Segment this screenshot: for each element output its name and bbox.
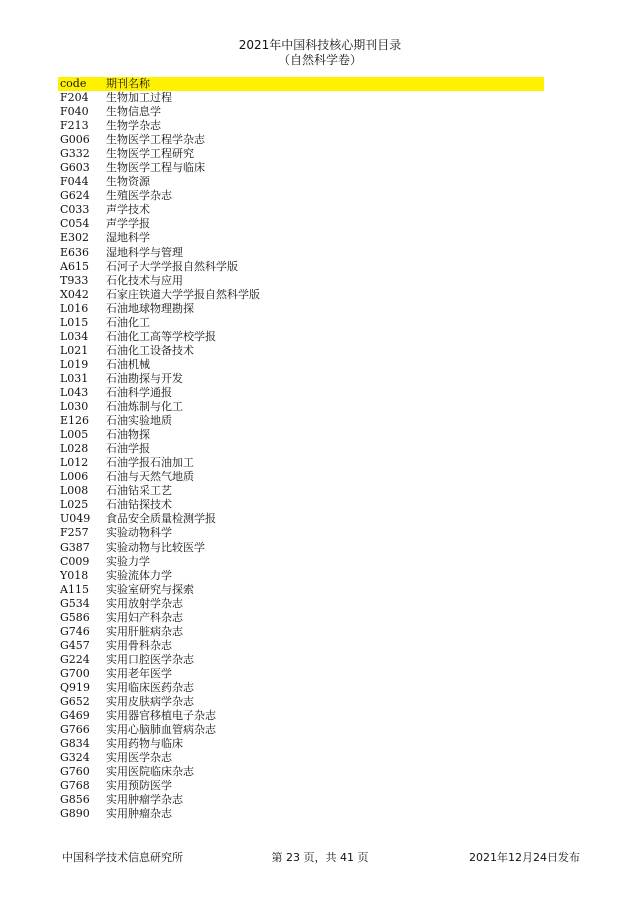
journal-name: 石油科学通报: [106, 385, 172, 399]
table-row: [58, 231, 544, 245]
journal-name: 石油化工: [106, 315, 150, 329]
journal-code: F044: [60, 175, 89, 189]
table-row: [58, 217, 544, 231]
journal-code: X042: [60, 287, 89, 301]
table-row: [58, 119, 544, 133]
table-row: [58, 91, 544, 105]
journal-name: 生物医学工程研究: [106, 147, 194, 161]
table-row: [58, 288, 544, 302]
journal-name: 实用肿瘤学杂志: [106, 793, 183, 807]
journal-name: 实用骨科杂志: [106, 638, 172, 652]
journal-code: G834: [60, 737, 90, 751]
journal-code: G457: [60, 638, 90, 652]
journal-name: 石油学报: [106, 442, 150, 456]
footer-publisher: 中国科学技术信息研究所: [62, 851, 183, 864]
table-row: [58, 358, 544, 372]
journal-code: G766: [60, 723, 90, 737]
journal-name: 实验室研究与探索: [106, 582, 194, 596]
journal-name: 实用临床医药杂志: [106, 680, 194, 694]
journal-code: G768: [60, 779, 90, 793]
journal-code: G746: [60, 624, 90, 638]
title-line-1: 2021年中国科技核心期刊目录: [238, 38, 402, 52]
table-row: [58, 653, 544, 667]
table-row: [58, 681, 544, 695]
journal-code: C054: [60, 217, 90, 231]
journal-code: F257: [60, 526, 89, 540]
journal-name: 石油炼制与化工: [106, 400, 183, 414]
journal-code: A115: [60, 582, 89, 596]
header-name: 期刊名称: [106, 77, 150, 90]
journal-code: G856: [60, 793, 90, 807]
table-row: [58, 274, 544, 288]
journal-name: 湿地科学与管理: [106, 245, 183, 259]
journal-code: L016: [60, 301, 89, 315]
table-row: [58, 203, 544, 217]
journal-code: G387: [60, 540, 90, 554]
journal-name: 实验动物与比较医学: [106, 540, 205, 554]
journal-code: G224: [60, 652, 90, 666]
journal-code: Y018: [60, 568, 89, 582]
journal-name: 石油物探: [106, 428, 150, 442]
journal-code: G652: [60, 695, 90, 709]
journal-name: 生物医学工程学杂志: [106, 133, 205, 147]
journal-code: G006: [60, 133, 90, 147]
journal-name: 石油机械: [106, 357, 150, 371]
journal-code: G469: [60, 709, 90, 723]
table-row: [58, 807, 544, 821]
journal-code: L012: [60, 456, 89, 470]
journal-name: 生物学杂志: [106, 119, 161, 133]
journal-name: 实用口腔医学杂志: [106, 652, 194, 666]
journal-code: G603: [60, 161, 90, 175]
journal-name: 实验流体力学: [106, 568, 172, 582]
table-row: [58, 751, 544, 765]
journal-code: C033: [60, 203, 90, 217]
journal-name: 生物加工过程: [106, 91, 172, 104]
table-row: [58, 456, 544, 470]
table-row: [58, 484, 544, 498]
journal-name: 石油地球物理勘探: [106, 301, 194, 315]
table-row: [58, 260, 544, 274]
journal-name: 实用妇产科杂志: [106, 610, 183, 624]
table-row: [58, 302, 544, 316]
table-row: [58, 414, 544, 428]
table-row: [58, 400, 544, 414]
table-row: [58, 372, 544, 386]
table-row: [58, 470, 544, 484]
journal-code: F213: [60, 119, 89, 133]
table-row: [58, 147, 544, 161]
table-row: [58, 133, 544, 147]
journal-code: G624: [60, 189, 90, 203]
table-row: [58, 330, 544, 344]
journal-code: G890: [60, 807, 90, 821]
journal-code: L030: [60, 400, 89, 414]
journal-code: T933: [60, 273, 89, 287]
journal-name: 石化技术与应用: [106, 273, 183, 287]
journal-code: L031: [60, 371, 89, 385]
table-row: [58, 611, 544, 625]
journal-code: L008: [60, 484, 89, 498]
table-row: [58, 161, 544, 175]
journal-name: 石油钻采工艺: [106, 484, 172, 498]
journal-code: Q919: [60, 680, 91, 694]
journal-name: 实用肝脏病杂志: [106, 624, 183, 638]
journal-name: 实验力学: [106, 554, 150, 568]
journal-name: 实用器官移植电子杂志: [106, 709, 216, 723]
journal-code: L028: [60, 442, 89, 456]
table-row: [58, 723, 544, 737]
table-row: [58, 541, 544, 555]
journal-code: F040: [60, 105, 89, 119]
journal-code: G586: [60, 610, 90, 624]
journal-code: L015: [60, 315, 89, 329]
table-row: [58, 344, 544, 358]
table-row: [58, 526, 544, 540]
journal-name: 石油与天然气地质: [106, 470, 194, 484]
journal-name: 声学学报: [106, 217, 150, 231]
journal-name: 生殖医学杂志: [106, 189, 172, 203]
table-row: [58, 569, 544, 583]
journal-code: U049: [60, 512, 91, 526]
journal-code: L021: [60, 343, 89, 357]
journal-name: 石油勘探与开发: [106, 371, 183, 385]
journal-name: 实验动物科学: [106, 526, 172, 540]
journal-code: C009: [60, 554, 90, 568]
journal-name: 实用医学杂志: [106, 751, 172, 765]
journal-name: 石油学报石油加工: [106, 456, 194, 470]
table-row: [58, 189, 544, 203]
table-row: [58, 555, 544, 569]
journal-name: 实用老年医学: [106, 666, 172, 680]
table-row: [58, 498, 544, 512]
table-row: [58, 428, 544, 442]
journal-code: G760: [60, 765, 90, 779]
journal-code: L043: [60, 385, 89, 399]
journal-name: 实用药物与临床: [106, 737, 183, 751]
document-title: [0, 38, 640, 68]
journal-name: 石油化工高等学校学报: [106, 329, 216, 343]
journal-code: G324: [60, 751, 90, 765]
journal-code: L006: [60, 470, 89, 484]
journal-name: 实用医院临床杂志: [106, 765, 194, 779]
table-row: [58, 709, 544, 723]
table-row: [58, 695, 544, 709]
table-row: [58, 737, 544, 751]
journal-name: 生物信息学: [106, 105, 161, 119]
journal-name: 石家庄铁道大学学报自然科学版: [106, 287, 260, 301]
journal-list: [58, 91, 544, 821]
journal-name: 实用肿瘤杂志: [106, 807, 172, 821]
table-row: [58, 512, 544, 526]
journal-code: A615: [60, 259, 89, 273]
table-row: [58, 667, 544, 681]
table-row: [58, 597, 544, 611]
journal-code: G332: [60, 147, 90, 161]
table-row: [58, 625, 544, 639]
journal-code: G700: [60, 666, 90, 680]
table-row: [58, 779, 544, 793]
table-row: [58, 105, 544, 119]
journal-code: L019: [60, 357, 89, 371]
table-row: [58, 175, 544, 189]
journal-code: G534: [60, 596, 90, 610]
journal-name: 实用放射学杂志: [106, 596, 183, 610]
table-row: [58, 442, 544, 456]
journal-code: L034: [60, 329, 89, 343]
journal-name: 生物资源: [106, 175, 150, 189]
journal-code: E636: [60, 245, 90, 259]
journal-name: 声学技术: [106, 203, 150, 217]
title-line-2: （自然科学卷）: [277, 53, 362, 67]
journal-code: L025: [60, 498, 89, 512]
journal-name: 食品安全质量检测学报: [106, 512, 216, 526]
table-row: [58, 639, 544, 653]
journal-name: 石油钻探技术: [106, 498, 172, 512]
journal-name: 生物医学工程与临床: [106, 161, 205, 175]
journal-code: E302: [60, 231, 90, 245]
table-row: [58, 246, 544, 260]
table-header: [58, 77, 544, 91]
table-row: [58, 793, 544, 807]
journal-code: L005: [60, 428, 89, 442]
header-code: code: [60, 77, 87, 90]
journal-code: E126: [60, 414, 90, 428]
table-row: [58, 316, 544, 330]
table-row: [58, 583, 544, 597]
journal-name: 湿地科学: [106, 231, 150, 245]
footer-page-number: 第 23 页，共 41 页: [271, 851, 369, 864]
journal-name: 石油实验地质: [106, 414, 172, 428]
footer-date: 2021年12月24日发布: [469, 851, 580, 864]
journal-name: 实用心脑肺血管病杂志: [106, 723, 216, 737]
table-row: [58, 386, 544, 400]
journal-name: 石油化工设备技术: [106, 343, 194, 357]
journal-name: 实用预防医学: [106, 779, 172, 793]
journal-code: F204: [60, 91, 89, 104]
journal-name: 实用皮肤病学杂志: [106, 695, 194, 709]
table-row: [58, 765, 544, 779]
journal-name: 石河子大学学报自然科学版: [106, 259, 238, 273]
